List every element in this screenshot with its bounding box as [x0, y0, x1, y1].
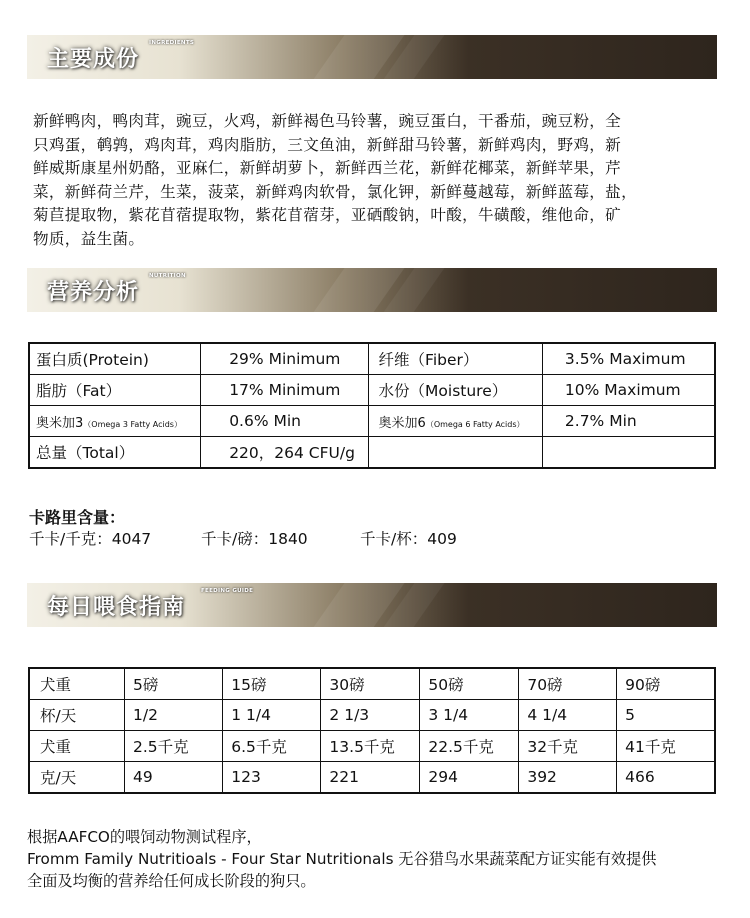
- table-cell: 犬重: [29, 731, 125, 762]
- ingredients-text: [33, 110, 721, 252]
- table-cell: 1 1/4: [223, 700, 321, 731]
- table-row: [29, 375, 715, 406]
- feeding-subtitle: FEEDING GUIDE: [201, 588, 254, 594]
- table-cell: 221: [321, 762, 420, 794]
- nutrition-subtitle: NUTRITION: [149, 273, 186, 279]
- table-cell: 4 1/4: [519, 700, 617, 731]
- ingredients-line: 菜，新鲜荷兰芹，生菜，菠菜，新鲜鸡肉软骨，氯化钾，新鲜蔓越莓，新鲜蓝莓，盐，: [33, 182, 637, 201]
- table-cell: 22.5千克: [420, 731, 519, 762]
- table-cell: 50磅: [420, 668, 519, 700]
- omega6-label: [368, 406, 542, 437]
- table-cell: 30磅: [321, 668, 420, 700]
- feeding-banner: [27, 583, 717, 627]
- table-row: [29, 406, 715, 437]
- omega3-label-text: 奥米加3: [36, 415, 84, 431]
- table-row: [29, 731, 715, 762]
- table-row: [29, 762, 715, 794]
- table-cell: 70磅: [519, 668, 617, 700]
- table-cell: 90磅: [617, 668, 715, 700]
- footnote: [27, 826, 727, 892]
- ingredients-title: 主要成份: [47, 47, 140, 72]
- omega3-note: （Omega 3 Fatty Acids）: [83, 419, 182, 429]
- table-cell: 32千克: [519, 731, 617, 762]
- table-cell: 41千克: [617, 731, 715, 762]
- ingredients-banner: [27, 35, 717, 79]
- calories-per-kg: 千卡/千克：4047: [29, 530, 152, 548]
- total-value: 220，264 CFU/g: [201, 437, 368, 469]
- empty-cell: [542, 437, 715, 469]
- table-cell: 克/天: [29, 762, 125, 794]
- table-cell: 392: [519, 762, 617, 794]
- protein-label: 蛋白质(Protein): [29, 343, 201, 375]
- calories-title: 卡路里含量：: [29, 508, 126, 527]
- table-cell: 杯/天: [29, 700, 125, 731]
- table-cell: 3 1/4: [420, 700, 519, 731]
- ingredients-line: 新鲜鸭肉，鸭肉茸，豌豆，火鸡，新鲜褐色马铃薯，豌豆蛋白，干番茄，豌豆粉，全: [33, 112, 622, 130]
- ingredients-line: 菊苣提取物，紫花苜蓿提取物，紫花苜蓿芽，亚硒酸钠，叶酸，牛磺酸，维他命，矿: [33, 206, 622, 225]
- omega6-label-text: 奥米加6: [378, 415, 426, 431]
- table-cell: 犬重: [29, 668, 125, 700]
- table-cell: 466: [617, 762, 715, 794]
- omega6-value: 2.7% Min: [542, 406, 715, 437]
- fiber-label: 纤维（Fiber）: [368, 343, 542, 375]
- table-row: [29, 343, 715, 375]
- moisture-label: 水份（Moisture）: [368, 375, 542, 406]
- omega3-value: 0.6% Min: [201, 406, 368, 437]
- footnote-line: 全面及均衡的营养给任何成长阶段的狗只。: [27, 872, 316, 890]
- nutrition-banner: [27, 268, 717, 312]
- table-cell: 49: [125, 762, 223, 794]
- omega6-note: （Omega 6 Fatty Acids）: [425, 419, 525, 429]
- ingredients-line: 鲜威斯康星州奶酪，亚麻仁，新鲜胡萝卜，新鲜西兰花，新鲜花椰菜，新鲜苹果，芹: [33, 159, 622, 178]
- nutrition-title: 营养分析: [47, 280, 140, 305]
- calories-per-lb: 千卡/磅：1840: [201, 530, 308, 548]
- fat-label: 脂肪（Fat）: [29, 375, 201, 406]
- table-cell: 15磅: [223, 668, 321, 700]
- nutrition-table: [28, 342, 716, 469]
- table-cell: 1/2: [125, 700, 223, 731]
- table-row: [29, 700, 715, 731]
- fiber-value: 3.5% Maximum: [542, 343, 715, 375]
- table-cell: 6.5千克: [223, 731, 321, 762]
- ingredients-subtitle: INGREDIENTS: [149, 40, 195, 46]
- footnote-line: 根据AAFCO的喂饲动物测试程序，: [27, 828, 262, 846]
- ingredients-line: 物质，益生菌。: [33, 229, 145, 248]
- table-cell: 294: [420, 762, 519, 794]
- protein-value: 29% Minimum: [201, 343, 368, 375]
- moisture-value: 10% Maximum: [542, 375, 715, 406]
- omega3-label: [29, 406, 201, 437]
- table-cell: 2.5千克: [125, 731, 223, 762]
- table-cell: 13.5千克: [321, 731, 420, 762]
- empty-cell: [368, 437, 542, 469]
- feeding-table: [28, 667, 716, 794]
- table-cell: 5: [617, 700, 715, 731]
- table-cell: 123: [223, 762, 321, 794]
- footnote-line: Fromm Family Nutritioals - Four Star Nutritionals 无谷猎鸟水果蔬菜配方证实能有效提供: [27, 850, 657, 868]
- calories-per-cup: 千卡/杯：409: [360, 530, 457, 548]
- feeding-title: 每日喂食指南: [47, 595, 186, 620]
- fat-value: 17% Minimum: [201, 375, 368, 406]
- table-cell: 5磅: [125, 668, 223, 700]
- table-cell: 2 1/3: [321, 700, 420, 731]
- table-row: [29, 668, 715, 700]
- ingredients-line: 只鸡蛋，鹌鹑，鸡肉茸，鸡肉脂肪，三文鱼油，新鲜甜马铃薯，新鲜鸡肉，野鸡，新: [33, 135, 622, 154]
- table-row: [29, 437, 715, 469]
- total-label: 总量（Total）: [29, 437, 201, 469]
